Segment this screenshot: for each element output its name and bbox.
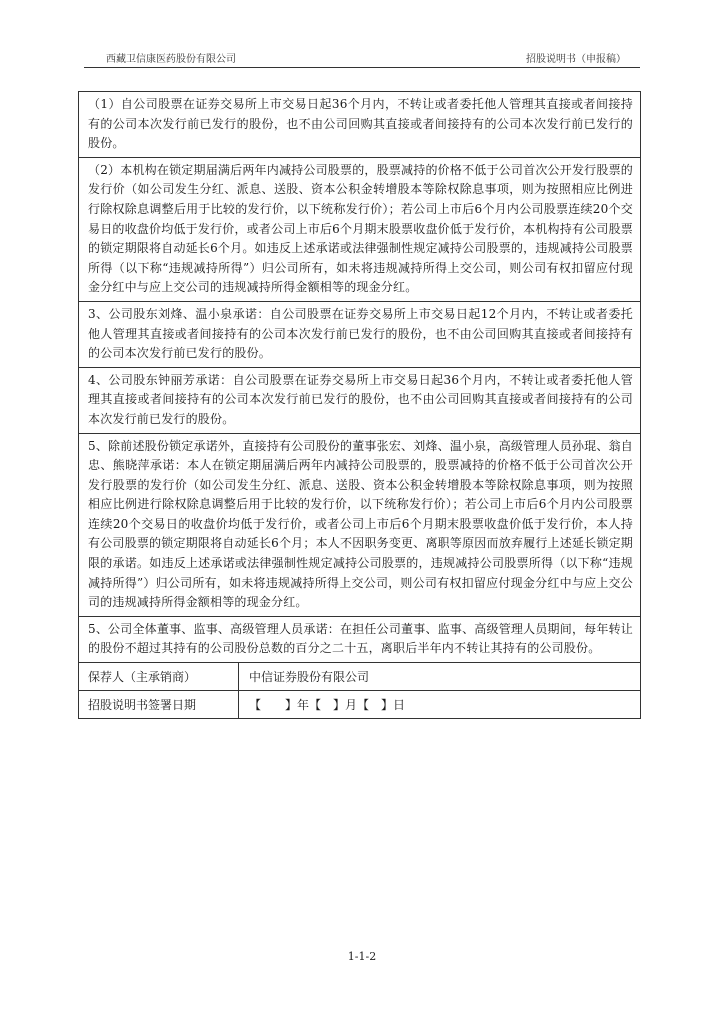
commitment-text: 4、公司股东钟丽芳承诺：自公司股票在证券交易所上市交易日起36个月内，不转让或者委托他人管理其直接或者间接持有的公司本次发行前已发行的股份，也不由公司回购其直接或者间接持有的公司本次发行前已发行的股份。 — [88, 372, 633, 426]
commitment-text: （1）自公司股票在证券交易所上市交易日起36个月内，不转让或者委托他人管理其直接或者间接持有的公司本次发行前已发行的股份，也不由公司回购其直接或者间接持有的公司本次发行前已发行的股份。 — [88, 97, 633, 151]
sign-date-row — [79, 691, 640, 718]
sponsor-label: 保荐人（主承销商） — [79, 663, 239, 690]
commitment-cell-3 — [79, 302, 640, 368]
page-header — [84, 50, 640, 68]
commitment-cell-4 — [79, 368, 640, 434]
commitment-text: （2）本机构在锁定期届满后两年内减持公司股票的，股票减持的价格不低于公司首次公开发行股票的发行价（如公司发生分红、派息、送股、资本公积金转增股本等除权除息事项，则为按照相应比例进行除权除息调整后用于比较的发行价，以下统称发行价）；若公司上市后6个月内公司股票连续20个交易日的收盘价均低于发行价，或者公司上市后6个月期末股票收盘价低于发行价，本机构持有公司股票的锁定期限将自动延长6个月。如违反上述承诺或法律强制性规定减持公司股票的，违规减持公司股票所得（以下称“违规减持所得”）归公司所有，如未将违规减持所得上交公司，则公司有权扣留应付现金分红中与应上交公司的违规减持所得金额相等的现金分红。 — [88, 162, 633, 295]
sign-date-value: 【 】年【 】月【 】日 — [249, 698, 406, 713]
page-number: 1-1-2 — [347, 950, 377, 963]
sign-date-label: 招股说明书签署日期 — [79, 691, 239, 718]
company-name: 西藏卫信康医药股份有限公司 — [106, 54, 236, 65]
prospectus-table — [78, 91, 641, 719]
commitment-cell-5 — [79, 434, 640, 617]
commitment-text: 5、除前述股份锁定承诺外，直接持有公司股份的董事张宏、刘烽、温小泉，高级管理人员孙琨、翁自忠、熊晓萍承诺：本人在锁定期届满后两年内减持公司股票的，股票减持的价格不低于公司首次公开发行股票的发行价（如公司发生分红、派息、送股、资本公积金转增股本等除权除息事项，则为按照相应比例进行除权除息调整后用于比较的发行价，以下统称发行价）；若公司上市后6个月内公司股票连续20个交易日的收盘价均低于发行价，或者公司上市后6个月期末股票收盘价低于发行价，本人持有公司股票的锁定期限将自动延长6个月；本人不因职务变更、离职等原因而放弃履行上述延长锁定期限的承诺。如违反上述承诺或法律强制性规定减持公司股票的，违规减持公司股票所得（以下称“违规减持所得”）归公司所有，如未将违规减持所得上交公司，则公司有权扣留应付现金分红中与应上交公司的违规减持所得金额相等的现金分红。 — [88, 438, 633, 610]
sponsor-value: 中信证券股份有限公司 — [249, 670, 370, 685]
commitment-text: 3、公司股东刘烽、温小泉承诺：自公司股票在证券交易所上市交易日起12个月内，不转让或者委托他人管理其直接或者间接持有的公司本次发行前已发行的股份，也不由公司回购其直接或者间接持有的公司本次发行前已发行的股份。 — [88, 306, 633, 361]
sponsor-row — [79, 663, 640, 691]
commitment-text: 5、公司全体董事、监事、高级管理人员承诺：在担任公司董事、监事、高级管理人员期间，每年转让的股份不超过其持有的公司股份总数的百分之二十五，离职后半年内不转让其持有的公司股份。 — [88, 621, 633, 656]
commitment-cell-2 — [79, 158, 640, 302]
header-divider — [84, 67, 640, 68]
commitment-cell-1 — [79, 92, 640, 158]
document-title: 招股说明书（申报稿） — [526, 54, 626, 65]
commitment-cell-6 — [79, 617, 640, 663]
